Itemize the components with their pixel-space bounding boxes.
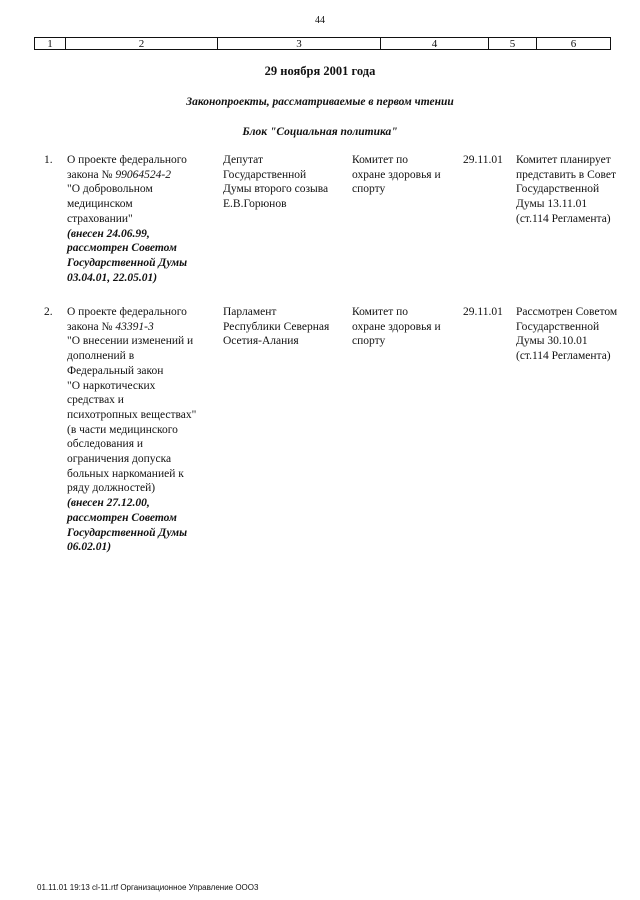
bill-title-line: медицинском xyxy=(67,198,133,211)
bill-title-line: О проекте федерального xyxy=(67,154,187,166)
date-heading: 29 ноября 2001 года xyxy=(264,64,376,78)
bill-title-prefix: закона № xyxy=(67,168,116,181)
committee-line: спорту xyxy=(352,335,386,348)
responsible-committee xyxy=(352,153,460,197)
committee-line: Комитет по xyxy=(352,306,408,318)
bill-note-line: рассмотрен Советом xyxy=(67,242,177,255)
section-heading: Законопроекты, рассматриваемые в первом чтении xyxy=(186,96,454,108)
entry-number: 1. xyxy=(44,154,53,166)
bill-title-line: "О внесении изменений и xyxy=(67,335,194,348)
bill-status xyxy=(516,305,634,364)
bill-number: 43391-3 xyxy=(115,320,154,333)
bill-title xyxy=(67,153,217,285)
status-line: Государственной xyxy=(516,183,600,196)
bill-title-line: ряду должностей) xyxy=(67,482,156,495)
column-header-4: 4 xyxy=(381,38,489,49)
bill-number: 99064524-2 xyxy=(115,168,171,181)
bill-title-line: психотропных веществах" xyxy=(67,408,197,421)
column-header-5: 5 xyxy=(489,38,537,49)
bill-title-line: О проекте федерального xyxy=(67,306,187,318)
bill-title-line: "О наркотических xyxy=(67,379,156,392)
author-line: Парламент xyxy=(223,306,277,318)
bill-title-line: "О добровольном xyxy=(67,183,153,196)
responsible-committee xyxy=(352,305,460,349)
column-header-2: 2 xyxy=(66,38,218,49)
bill-title-line: (в части медицинского xyxy=(67,423,178,436)
status-line: Думы 30.10.01 xyxy=(516,335,588,348)
author-line: Осетия-Алания xyxy=(223,335,299,348)
committee-line: охране здоровья и xyxy=(352,320,441,333)
bill-note-line: (внесен 27.12.00, xyxy=(67,497,150,510)
block-heading: Блок "Социальная политика" xyxy=(242,126,398,138)
bill-title-prefix: закона № xyxy=(67,320,116,333)
bill-note-line: 06.02.01) xyxy=(67,541,112,554)
bill-title-line xyxy=(67,168,217,183)
entry-number: 2. xyxy=(44,306,53,318)
bill-title-line: Федеральный закон xyxy=(67,364,164,377)
bill-note-line: Государственной Думы xyxy=(67,526,188,539)
author-line: Е.В.Горюнов xyxy=(223,198,287,211)
bill-note-line: Государственной Думы xyxy=(67,256,188,269)
status-line: представить в Совет xyxy=(516,168,617,181)
bill-title-line: обследования и xyxy=(67,438,144,451)
bill-author xyxy=(223,153,349,212)
bill-note-line: (внесен 24.06.99, xyxy=(67,227,150,240)
bill-author xyxy=(223,305,349,349)
bill-title-line: больных наркоманией к xyxy=(67,467,184,480)
status-line: (ст.114 Регламента) xyxy=(516,350,611,363)
committee-line: Комитет по xyxy=(352,154,408,166)
bill-title-line: ограничения допуска xyxy=(67,453,172,466)
status-line: Рассмотрен Советом xyxy=(516,306,618,318)
bill-note-line: рассмотрен Советом xyxy=(67,511,177,524)
column-header-3: 3 xyxy=(218,38,381,49)
consideration-date: 29.11.01 xyxy=(463,154,503,166)
column-header-1: 1 xyxy=(35,38,66,49)
bill-status xyxy=(516,153,634,227)
document-footer: 01.11.01 19:13 cl-11.rtf Организационное Управление ООО3 xyxy=(37,883,259,892)
bill-note-line: 03.04.01, 22.05.01) xyxy=(67,271,158,284)
author-line: Депутат xyxy=(223,154,263,166)
status-line: (ст.114 Регламента) xyxy=(516,212,611,225)
bill-title xyxy=(67,305,217,555)
author-line: Думы второго созыва xyxy=(223,183,329,196)
committee-line: спорту xyxy=(352,183,386,196)
author-line: Республики Северная xyxy=(223,320,330,333)
column-header-6: 6 xyxy=(570,38,577,50)
committee-line: охране здоровья и xyxy=(352,168,441,181)
bill-title-line xyxy=(67,320,217,335)
status-line: Государственной xyxy=(516,320,600,333)
status-line: Думы 13.11.01 xyxy=(516,198,588,211)
page-number: 44 xyxy=(315,15,325,26)
author-line: Государственной xyxy=(223,168,307,181)
status-line: Комитет планирует xyxy=(516,154,611,166)
bill-title-line: страховании" xyxy=(67,212,133,225)
bill-title-line: дополнений в xyxy=(67,350,135,363)
consideration-date: 29.11.01 xyxy=(463,306,503,318)
bill-title-line: средствах и xyxy=(67,394,124,407)
column-number-header xyxy=(34,37,611,50)
